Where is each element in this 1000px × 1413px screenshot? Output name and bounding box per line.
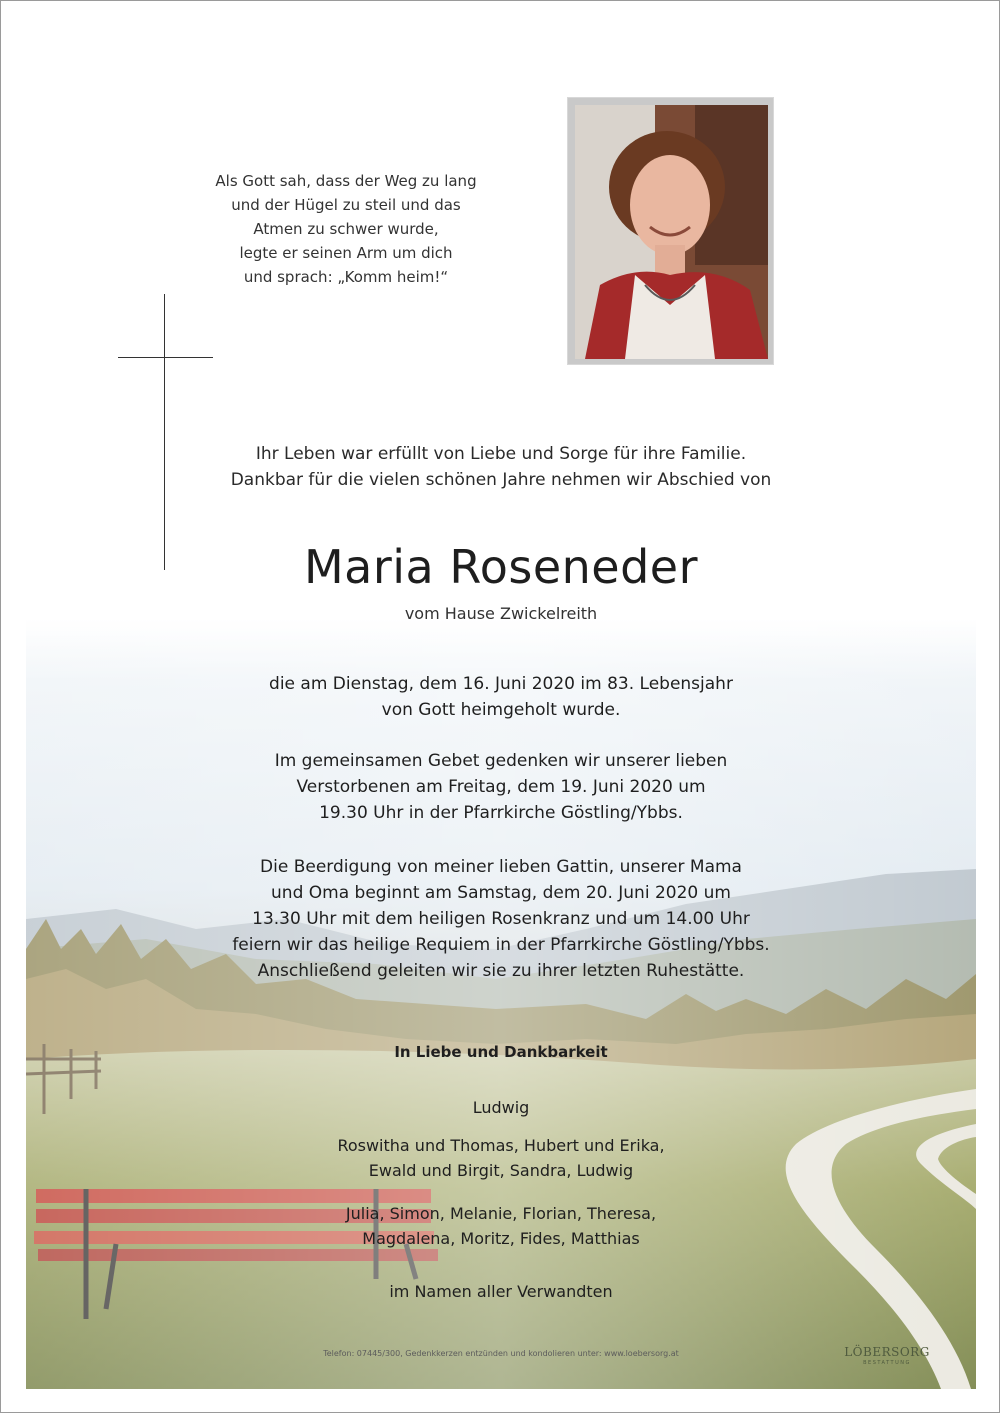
cross-icon <box>164 294 165 570</box>
poem-line: Als Gott sah, dass der Weg zu lang <box>215 172 477 190</box>
mourner-spouse: Ludwig <box>472 1098 530 1117</box>
deceased-name: Maria Roseneder <box>303 540 699 594</box>
mourner-line: Magdalena, Moritz, Fides, Matthias <box>362 1229 640 1248</box>
deceased-origin: vom Hause Zwickelreith <box>404 604 598 623</box>
logo-name: LÖBERSORG <box>844 1345 930 1359</box>
portrait-image <box>575 105 768 359</box>
death-notice <box>151 671 851 723</box>
footer-contact: Telefon: 07445/300, Gedenkkerzen entzünden und kondolieren unter: www.loebersorg.at <box>323 1349 679 1358</box>
mourner-line: Roswitha und Thomas, Hubert und Erika, <box>337 1136 665 1155</box>
mourner-line: Ewald und Birgit, Sandra, Ludwig <box>368 1161 634 1180</box>
poem-line: und sprach: „Komm heim!“ <box>243 268 449 286</box>
poem-line: legte er seinen Arm um dich <box>239 244 453 262</box>
prayer-line: 19.30 Uhr in der Pfarrkirche Göstling/Ybbs. <box>319 803 683 823</box>
funeral-line: feiern wir das heilige Requiem in der Pfarrkirche Göstling/Ybbs. <box>232 935 770 955</box>
mourner-line: Julia, Simon, Melanie, Florian, Theresa, <box>345 1204 657 1223</box>
death-notice-line: die am Dienstag, dem 16. Juni 2020 im 83. Lebensjahr <box>269 674 733 694</box>
prayer-notice <box>151 748 851 826</box>
intro-line: Dankbar für die vielen schönen Jahre nehmen wir Abschied von <box>230 470 772 490</box>
logo-subtitle: BESTATTUNG <box>863 1360 911 1366</box>
prayer-line: Verstorbenen am Freitag, dem 19. Juni 2020 um <box>296 777 706 797</box>
mourners-closing: im Namen aller Verwandten <box>389 1282 613 1301</box>
intro-line: Ihr Leben war erfüllt von Liebe und Sorge für ihre Familie. <box>255 444 747 464</box>
poem <box>181 169 511 289</box>
poem-line: Atmen zu schwer wurde, <box>253 220 439 238</box>
mourners-heading: In Liebe und Dankbarkeit <box>394 1043 608 1061</box>
funeral-line: und Oma beginnt am Samstag, dem 20. Juni 2020 um <box>271 883 731 903</box>
funeral-notice <box>151 854 851 984</box>
portrait-photo <box>567 97 774 365</box>
cross-icon-bar <box>118 357 213 358</box>
mourner-grandchildren <box>251 1201 751 1251</box>
death-notice-line: von Gott heimgeholt wurde. <box>381 700 621 720</box>
funeral-home-logo <box>837 1345 937 1367</box>
intro-text <box>151 441 851 493</box>
funeral-line: Anschließend geleiten wir sie zu ihrer letzten Ruhestätte. <box>257 961 745 981</box>
poem-line: und der Hügel zu steil und das <box>231 196 461 214</box>
funeral-line: 13.30 Uhr mit dem heiligen Rosenkranz und um 14.00 Uhr <box>252 909 750 929</box>
landscape-background <box>26 619 976 1389</box>
mourner-children <box>251 1133 751 1183</box>
prayer-line: Im gemeinsamen Gebet gedenken wir unserer lieben <box>274 751 728 771</box>
funeral-line: Die Beerdigung von meiner lieben Gattin, unserer Mama <box>260 857 742 877</box>
